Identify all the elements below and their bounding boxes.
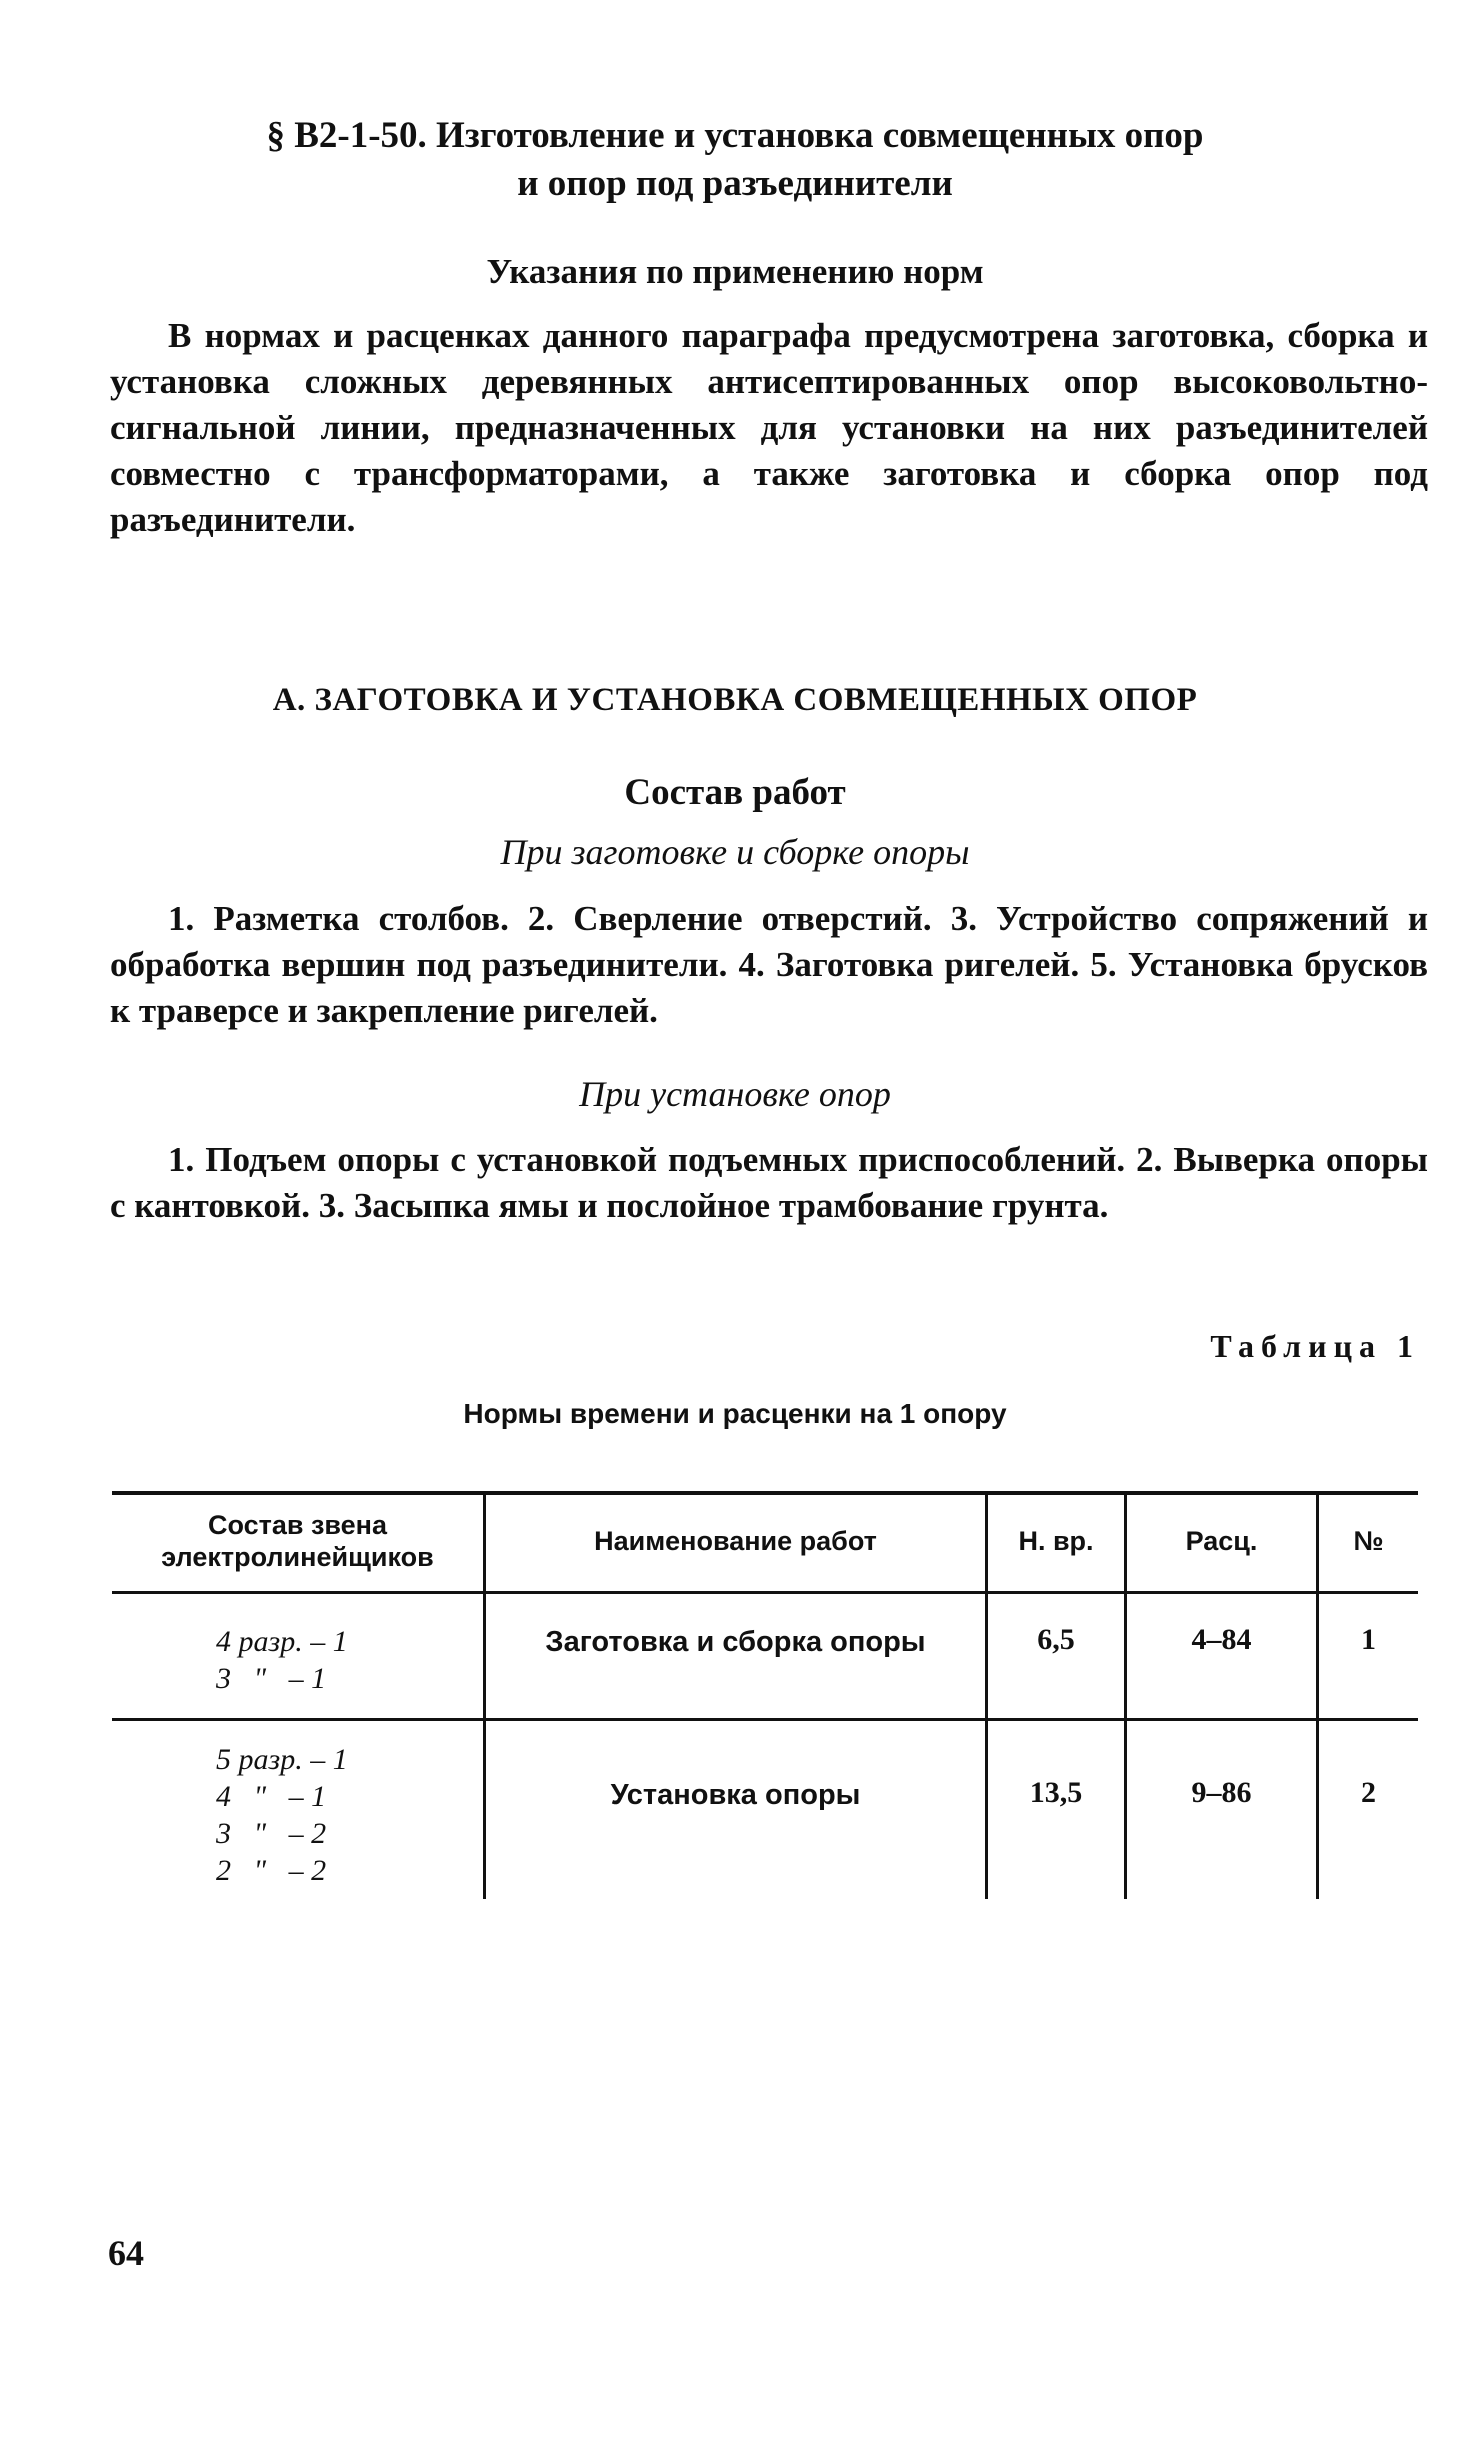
work-composition-title: Состав работ (624, 772, 846, 813)
section-heading-line2: и опор под разъединители (517, 163, 953, 204)
header-rate: Расц. (1185, 1526, 1258, 1556)
instructions-paragraph (110, 313, 1428, 543)
table-row-rule (112, 1718, 1418, 1721)
section-heading (0, 112, 1470, 208)
row2-crew-line1: 5 разр. – 1 (216, 1743, 348, 1776)
norms-table (112, 1491, 1418, 1899)
row2-crew-line2: 4 " – 1 (216, 1780, 327, 1813)
section-a-title: А. ЗАГОТОВКА И УСТАНОВКА СОВМЕЩЕННЫХ ОПОР (272, 682, 1198, 718)
page-number: 64 (108, 2233, 144, 2273)
row1-crew-line1: 4 разр. – 1 (216, 1625, 348, 1658)
instructions-text: В нормах и расценках данного параграфа предусмотрена заготовка, сборка и установка сложных деревянных антисептированных опор высоковольтно-сигнальной линии, предназначенных для установки на них разъединителей совместно с трансформаторами, а также заготовка и сборка опор под разъединители. (110, 316, 1428, 539)
row2-crew-line3: 3 " – 2 (216, 1817, 327, 1850)
installation-subtitle: При установке опор (579, 1074, 891, 1114)
header-number: № (1353, 1526, 1384, 1556)
table-header-rule (112, 1591, 1418, 1594)
installation-text: 1. Подъем опоры с установкой подъемных приспособлений. 2. Выверка опоры с кантовкой. 3. Засыпка ямы и послойное трамбование грунта. (110, 1140, 1428, 1225)
installation-paragraph (110, 1137, 1428, 1229)
row2-work-name: Установка опоры (610, 1779, 861, 1811)
row1-work-name: Заготовка и сборка опоры (545, 1626, 926, 1658)
row1-time-norm: 6,5 (1037, 1623, 1075, 1656)
row1-number: 1 (1361, 1623, 1376, 1656)
table-label: Таблица 1 (1210, 1328, 1420, 1364)
row1-rate: 4–84 (1191, 1623, 1252, 1656)
row2-number: 2 (1361, 1776, 1376, 1809)
table-top-rule (112, 1491, 1418, 1495)
row2-rate: 9–86 (1191, 1776, 1252, 1809)
section-heading-line1: § В2-1-50. Изготовление и установка совмещенных опор (266, 115, 1204, 156)
row1-crew-line2: 3 " – 1 (216, 1662, 327, 1695)
assembly-subtitle: При заготовке и сборке опоры (500, 832, 970, 872)
row2-crew-line4: 2 " – 2 (216, 1854, 327, 1887)
header-crew: Состав звена электролинейщиков (161, 1510, 434, 1572)
header-time-norm: Н. вр. (1018, 1526, 1094, 1556)
assembly-paragraph (110, 896, 1428, 1034)
instructions-title: Указания по применению норм (486, 252, 984, 291)
assembly-text: 1. Разметка столбов. 2. Сверление отверстий. 3. Устройство сопряжений и обработка вершин под разъединители. 4. Заготовка ригелей. 5. Установка брусков к траверсе и закрепление ригелей. (110, 899, 1428, 1030)
row2-time-norm: 13,5 (1029, 1776, 1083, 1809)
header-work-name: Наименование работ (594, 1526, 877, 1556)
table-caption: Нормы времени и расценки на 1 опору (463, 1398, 1007, 1429)
